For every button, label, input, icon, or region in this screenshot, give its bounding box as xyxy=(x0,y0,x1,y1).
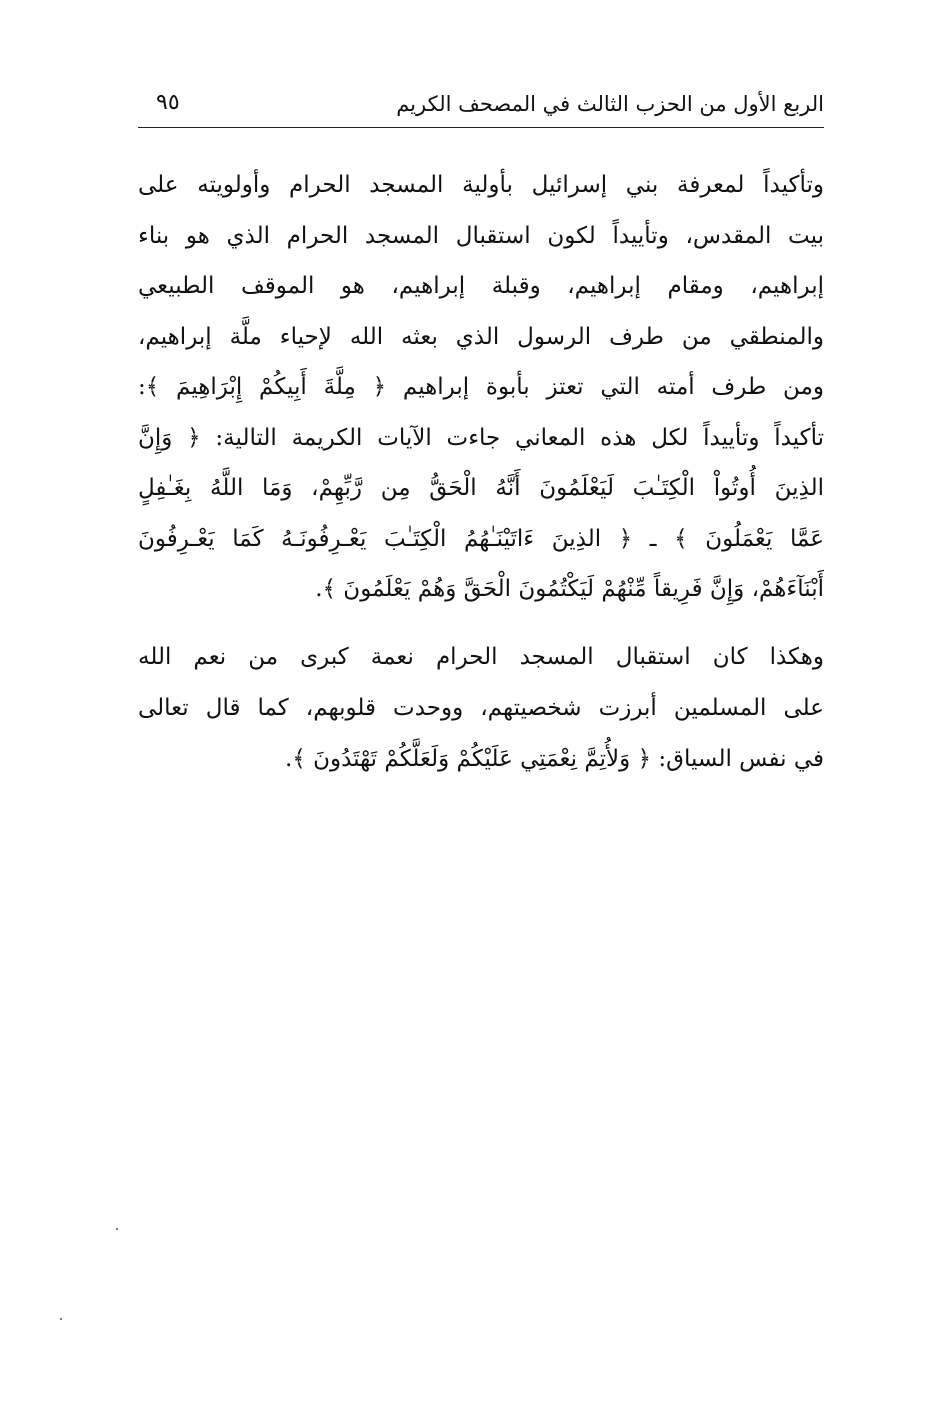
text-line: على المسلمين أبرزت شخصيتهم، ووحدت قلوبهم، كما قال تعالى xyxy=(138,695,824,721)
quran-verse-line: الذِينَ أُوتُواْ الْكِتَـٰبَ لَيَعْلَمُونَ أَنَّهُ الْحَقُّ مِن رَّبِّهِمْ، وَمَا اللَّهُ بِغَـٰفِلٍ xyxy=(138,475,824,501)
text-line: وتأكيداً لمعرفة بني إسرائيل بأولية المسجد الحرام وأولويته على xyxy=(138,172,824,198)
text-line: وهكذا كان استقبال المسجد الحرام نعمة كبرى من نعم الله xyxy=(138,644,824,670)
page-number: ٩٥ xyxy=(156,90,180,115)
text-line: والمنطقي من طرف الرسول الذي بعثه الله لإحياء ملَّة إبراهيم، xyxy=(138,323,824,350)
scan-speck xyxy=(60,1318,62,1320)
text-line: ومن طرف أمته التي تعتز بأبوة إبراهيم ﴿ مِلَّةَ أَبِيكُمْ إِبْرَاهِيمَ ﴾: xyxy=(138,374,824,400)
text-line: تأكيداً وتأييداً لكل هذه المعاني جاءت الآيات الكريمة التالية: ﴿ وَإِنَّ xyxy=(138,424,824,451)
scan-speck xyxy=(116,1228,118,1230)
text-line: إبراهيم، ومقام إبراهيم، وقبلة إبراهيم، هو الموقف الطبيعي xyxy=(138,273,824,299)
running-title: الربع الأول من الحزب الثالث في المصحف الكريم xyxy=(396,92,824,116)
text-line: بيت المقدس، وتأييداً لكون استقبال المسجد الحرام الذي هو بناء xyxy=(138,222,824,249)
page-header xyxy=(138,88,824,128)
paragraph-1 xyxy=(138,160,824,615)
text-line: في نفس السياق: ﴿ وَلأُتِمَّ نِعْمَتِي عَلَيْكُمْ وَلَعَلَّكُمْ تَهْتَدُونَ ﴾. xyxy=(284,746,824,772)
quran-verse-line: أَبْنَآءَهُمْ، وَإِنَّ فَرِيقاً مِّنْهُمْ لَيَكْتُمُونَ الْحَقَّ وَهُمْ يَعْلَمُونَ ﴾. xyxy=(315,576,824,602)
header-rule xyxy=(138,127,824,128)
paragraph-2 xyxy=(138,632,824,785)
quran-verse-line: عَمَّا يَعْمَلُونَ ﴾ ـ ﴿ الذِينَ ءَاتَيْنَـٰهُمُ الْكِتَـٰبَ يَعْـرِفُونَـهُ كَمَا يَعْـرِفُونَ xyxy=(138,525,824,552)
